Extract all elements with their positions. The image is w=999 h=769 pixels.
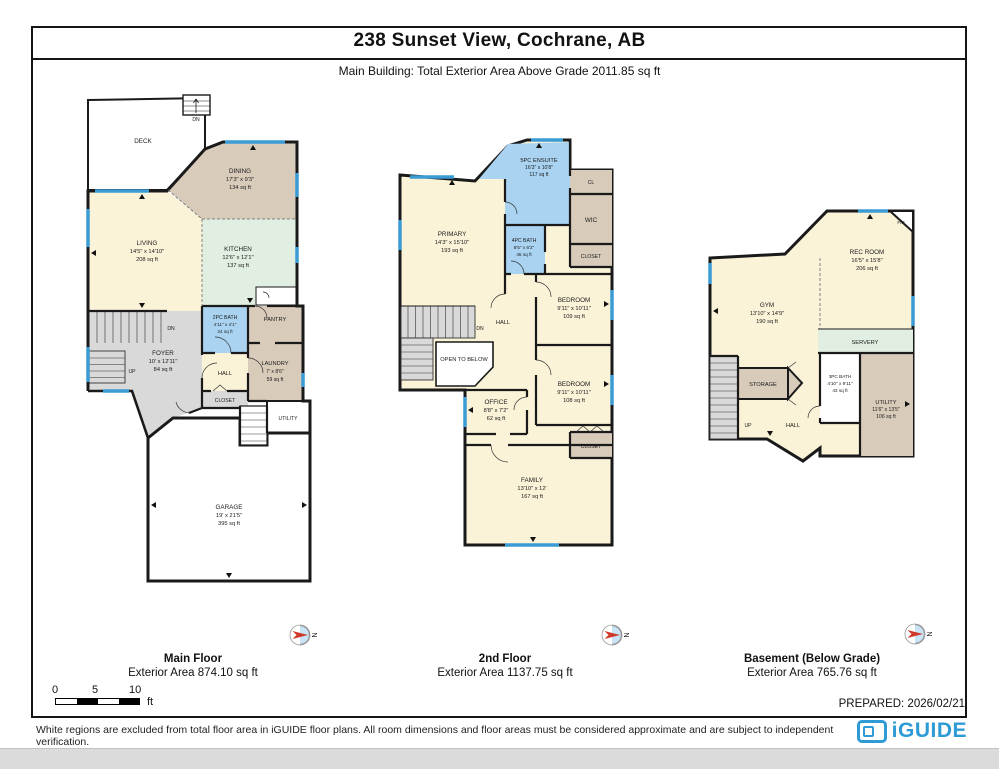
label-closet2: CLOSET xyxy=(580,444,602,450)
floor-area: Exterior Area 765.76 sq ft xyxy=(747,666,877,679)
label-deck: DECK xyxy=(134,138,152,145)
floor-label-main xyxy=(63,653,323,681)
room-pantry xyxy=(248,306,303,343)
svg-text:19' x 21'5": 19' x 21'5" xyxy=(215,513,243,519)
label-deck-dn: DN xyxy=(192,117,200,123)
main-floor-rooms xyxy=(88,95,310,581)
compass-basement xyxy=(902,621,938,647)
scale-unit: ft xyxy=(147,696,154,708)
label-utility-bsmt: UTILITY xyxy=(875,400,897,406)
label-storage: STORAGE xyxy=(749,382,777,388)
scale-tick-0: 0 xyxy=(52,684,59,696)
svg-text:13'10" x 12': 13'10" x 12' xyxy=(517,486,547,492)
floor-label-basement xyxy=(682,653,942,681)
footer-disclaimer: White regions are excluded from total floor area in iGUIDE floor plans. All room dimensions and floor areas must be considered approximate and are subject to independent verification. xyxy=(36,724,834,748)
label-stairs-dn2: DN xyxy=(476,326,484,332)
svg-text:106 sq ft: 106 sq ft xyxy=(876,414,896,420)
svg-text:137 sq ft: 137 sq ft xyxy=(227,263,249,269)
prepared-date: PREPARED: 2026/02/21 xyxy=(838,698,965,710)
svg-text:46 sq ft: 46 sq ft xyxy=(516,252,532,257)
scale-bar-segments xyxy=(55,698,140,705)
svg-text:N: N xyxy=(622,632,629,638)
compass-main xyxy=(287,622,323,648)
label-dining: DINING xyxy=(228,168,252,175)
label-stairs-up: UP xyxy=(128,369,136,375)
label-kitchen: KITCHEN xyxy=(224,246,252,253)
label-foyer: FOYER xyxy=(152,350,174,357)
room-garage xyxy=(148,418,310,581)
svg-text:193 sq ft: 193 sq ft xyxy=(441,248,463,254)
svg-text:206 sq ft: 206 sq ft xyxy=(856,266,878,272)
garage-stairs xyxy=(240,406,267,445)
label-4pc-bath: 4PC BATH xyxy=(511,238,537,244)
svg-text:10' x 12'11": 10' x 12'11" xyxy=(148,359,178,365)
floorplan-2nd-floor xyxy=(396,132,624,552)
label-hall-bsmt: HALL xyxy=(785,423,801,429)
svg-text:117 sq ft: 117 sq ft xyxy=(529,172,549,178)
label-pantry: PANTRY xyxy=(263,317,287,323)
svg-text:11'6" x 13'5": 11'6" x 13'5" xyxy=(872,407,900,413)
scale-tick-10: 10 xyxy=(129,684,142,696)
svg-text:14'5" x 14'10": 14'5" x 14'10" xyxy=(129,249,165,255)
label-living: LIVING xyxy=(136,240,158,247)
label-open-below: OPEN TO BELOW xyxy=(440,357,488,363)
kitchen-island xyxy=(256,287,296,305)
page-subtitle: Main Building: Total Exterior Area Above Grade 2011.85 sq ft xyxy=(338,64,661,78)
label-3pc-bath: 3PC BATH xyxy=(828,374,852,379)
floorplan-main-floor xyxy=(85,93,315,593)
label-laundry: LAUNDRY xyxy=(261,361,289,367)
floor-name: 2nd Floor xyxy=(478,653,532,665)
label-garage: GARAGE xyxy=(215,504,243,511)
label-closet: CLOSET xyxy=(214,398,236,404)
compass-second xyxy=(599,622,635,648)
label-primary: PRIMARY xyxy=(437,231,467,238)
svg-text:16'3" x 10'8": 16'3" x 10'8" xyxy=(525,165,553,171)
stairs-basement xyxy=(710,356,738,439)
label-cl: CL xyxy=(587,180,595,186)
label-closet1: CLOSET xyxy=(580,254,602,260)
svg-text:N: N xyxy=(310,632,317,638)
label-office: OFFICE xyxy=(484,399,508,406)
deck-stairs xyxy=(183,95,210,115)
iguide-logo xyxy=(857,719,967,743)
svg-text:9'11" x 10'11": 9'11" x 10'11" xyxy=(557,306,591,312)
floor-area: Exterior Area 874.10 sq ft xyxy=(128,666,258,679)
svg-text:16'5" x 15'8": 16'5" x 15'8" xyxy=(851,258,883,264)
svg-text:190 sq ft: 190 sq ft xyxy=(756,319,778,325)
scale-bar xyxy=(52,684,185,712)
svg-text:7' x 8'6": 7' x 8'6" xyxy=(266,369,284,375)
label-hall: HALL xyxy=(217,371,233,377)
label-servery: SERVERY xyxy=(851,340,879,346)
svg-text:84 sq ft: 84 sq ft xyxy=(153,367,173,373)
svg-text:43 sq ft: 43 sq ft xyxy=(832,388,848,393)
label-fp: F/P xyxy=(897,220,905,225)
iguide-logo-text: iGUIDE xyxy=(891,719,967,742)
label-bedroom1: BEDROOM xyxy=(557,297,591,304)
svg-text:208 sq ft: 208 sq ft xyxy=(136,257,158,263)
svg-text:4'11" x 4'1": 4'11" x 4'1" xyxy=(213,322,237,327)
svg-text:13'10" x 14'9": 13'10" x 14'9" xyxy=(749,311,785,317)
svg-text:N: N xyxy=(925,631,932,637)
svg-text:108 sq ft: 108 sq ft xyxy=(563,398,585,404)
label-stairs-up-bsmt: UP xyxy=(744,423,752,429)
svg-text:134 sq ft: 134 sq ft xyxy=(229,185,251,191)
svg-text:59 sq ft: 59 sq ft xyxy=(266,377,284,383)
svg-text:62 sq ft: 62 sq ft xyxy=(486,416,506,422)
label-hall2: HALL xyxy=(495,320,511,326)
floor-label-second xyxy=(375,653,635,681)
svg-text:17'3" x 9'3": 17'3" x 9'3" xyxy=(225,177,255,183)
label-rec-room: REC ROOM xyxy=(849,249,885,256)
svg-text:8'5" x 6'2": 8'5" x 6'2" xyxy=(513,245,535,250)
svg-text:12'6" x 12'1": 12'6" x 12'1" xyxy=(222,255,254,261)
iguide-logo-icon xyxy=(857,720,887,743)
svg-text:109 sq ft: 109 sq ft xyxy=(563,314,585,320)
label-wic: WIC xyxy=(584,217,598,224)
floor-area: Exterior Area 1137.75 sq ft xyxy=(437,666,573,679)
svg-text:24 sq ft: 24 sq ft xyxy=(217,329,233,334)
svg-text:395 sq ft: 395 sq ft xyxy=(218,521,240,527)
page-title: 238 Sunset View, Cochrane, AB xyxy=(353,30,646,51)
floorplan-basement xyxy=(700,196,920,471)
label-stairs-dn: DN xyxy=(167,326,175,332)
scale-tick-5: 5 xyxy=(92,684,99,696)
svg-text:4'10" x 9'11": 4'10" x 9'11" xyxy=(827,381,853,386)
label-2pc-bath: 2PC BATH xyxy=(212,315,238,321)
label-gym: GYM xyxy=(759,302,775,309)
svg-text:14'3" x 15'10": 14'3" x 15'10" xyxy=(434,240,470,246)
floor-name: Main Floor xyxy=(163,653,223,665)
svg-text:9'11" x 10'11": 9'11" x 10'11" xyxy=(557,390,591,396)
svg-text:8'8" x 7'2": 8'8" x 7'2" xyxy=(483,408,509,414)
header-divider xyxy=(31,58,967,60)
label-utility: UTILITY xyxy=(278,416,298,422)
label-family: FAMILY xyxy=(521,477,543,484)
label-ensuite: 5PC ENSUITE xyxy=(520,158,558,164)
floor-name: Basement (Below Grade) xyxy=(743,653,881,665)
bottom-strip xyxy=(0,748,999,769)
svg-text:167 sq ft: 167 sq ft xyxy=(521,494,543,500)
label-bedroom2: BEDROOM xyxy=(557,381,591,388)
